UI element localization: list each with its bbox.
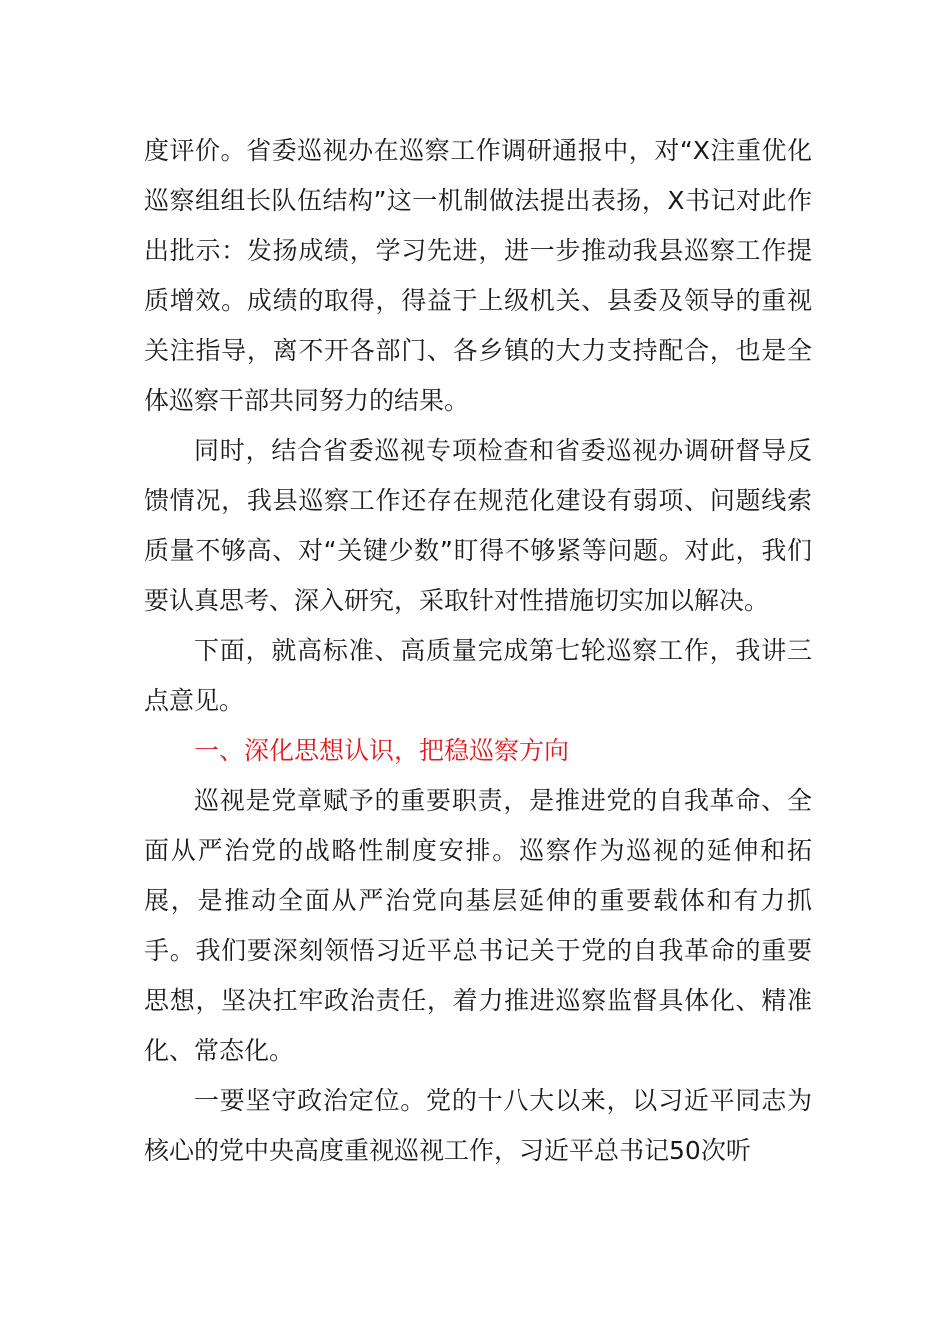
paragraph-intro-opinions: 下面，就高标准、高质量完成第七轮巡察工作，我讲三点意见。 bbox=[144, 636, 812, 715]
document-body bbox=[144, 126, 812, 1176]
paragraph-political-positioning: 一要坚守政治定位。党的十八大以来，以习近平同志为核心的党中央高度重视巡视工作，习近平总书记50次听 bbox=[144, 1086, 812, 1165]
section-heading-1: 一、深化思想认识，把稳巡察方向 bbox=[194, 736, 570, 765]
paragraph-continuation: 度评价。省委巡视办在巡察工作调研通报中，对“X注重优化巡察组组长队伍结构”这一机制做法提出表扬，X书记对此作出批示：发扬成绩，学习先进，进一步推动我县巡察工作提质增效。成绩的取得，得益于上级机关、县委及领导的重视关注指导，离不开各部门、各乡镇的大力支持配合，也是全体巡察干部共同努力的结果。 bbox=[144, 136, 812, 415]
paragraph-inspection-role: 巡视是党章赋予的重要职责，是推进党的自我革命、全面从严治党的战略性制度安排。巡察作为巡视的延伸和拓展，是推动全面从严治党向基层延伸的重要载体和有力抓手。我们要深刻领悟习近平总书记关于党的自我革命的重要思想，坚决扛牢政治责任，着力推进巡察监督具体化、精准化、常态化。 bbox=[144, 786, 812, 1065]
paragraph-shortcomings: 同时，结合省委巡视专项检查和省委巡视办调研督导反馈情况，我县巡察工作还存在规范化建设有弱项、问题线索质量不够高、对“关键少数”盯得不够紧等问题。对此，我们要认真思考、深入研究，采取针对性措施切实加以解决。 bbox=[144, 436, 812, 615]
